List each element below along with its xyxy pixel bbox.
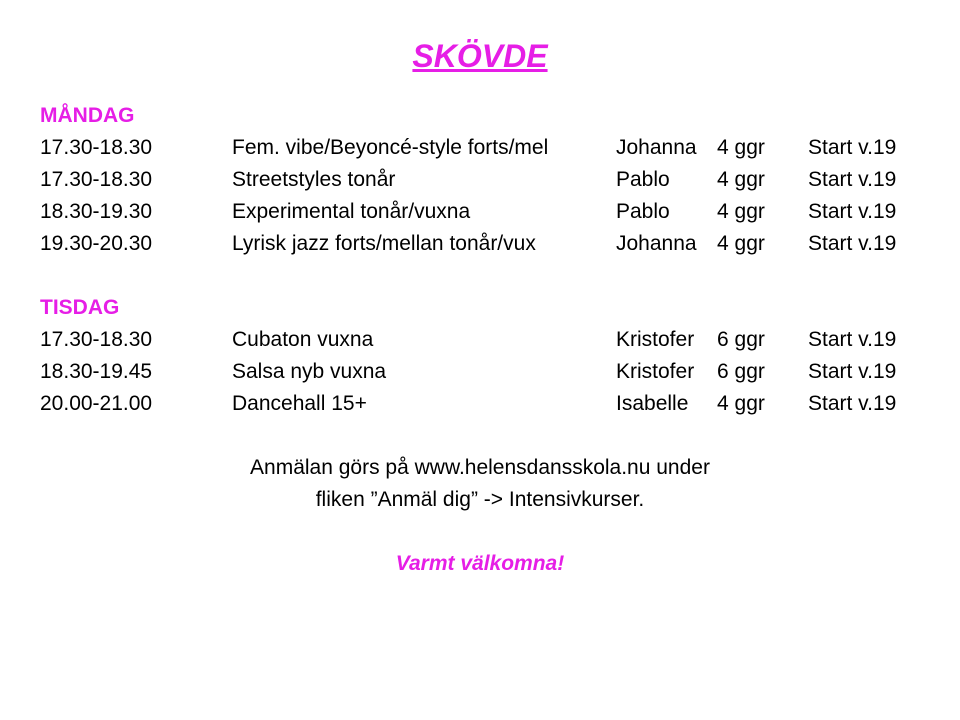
class-start: Start v.19 — [808, 232, 897, 255]
welcome-text: Varmt välkomna! — [395, 552, 565, 575]
class-start: Start v.19 — [808, 392, 897, 415]
schedule-row — [40, 388, 920, 420]
class-time: 18.30-19.30 — [40, 200, 153, 223]
class-teacher: Johanna — [616, 232, 697, 255]
class-time: 20.00-21.00 — [40, 392, 153, 415]
class-time: 19.30-20.30 — [40, 232, 153, 255]
class-sessions: 4 ggr — [717, 200, 765, 223]
class-sessions: 6 ggr — [717, 360, 765, 383]
spacer — [40, 260, 920, 292]
class-time: 17.30-18.30 — [40, 168, 153, 191]
class-name: Streetstyles tonår — [232, 168, 396, 191]
class-time: 17.30-18.30 — [40, 328, 153, 351]
schedule-row — [40, 132, 920, 164]
class-time: 17.30-18.30 — [40, 136, 153, 159]
class-teacher: Pablo — [616, 200, 670, 223]
class-teacher: Kristofer — [616, 328, 695, 351]
class-time: 18.30-19.45 — [40, 360, 153, 383]
class-sessions: 4 ggr — [717, 136, 765, 159]
schedule — [40, 100, 920, 420]
class-start: Start v.19 — [808, 328, 897, 351]
schedule-row — [40, 356, 920, 388]
class-teacher: Isabelle — [616, 392, 689, 415]
class-start: Start v.19 — [808, 360, 897, 383]
class-start: Start v.19 — [808, 200, 897, 223]
class-sessions: 4 ggr — [717, 168, 765, 191]
class-sessions: 4 ggr — [717, 392, 765, 415]
page-title: SKÖVDE — [412, 38, 548, 74]
schedule-row — [40, 228, 920, 260]
class-sessions: 6 ggr — [717, 328, 765, 351]
day-heading-monday: MÅNDAG — [40, 104, 135, 127]
class-name: Experimental tonår/vuxna — [232, 200, 471, 223]
class-start: Start v.19 — [808, 136, 897, 159]
class-teacher: Kristofer — [616, 360, 695, 383]
schedule-row — [40, 324, 920, 356]
class-name: Fem. vibe/Beyoncé-style forts/mel — [232, 136, 549, 159]
class-teacher: Johanna — [616, 136, 697, 159]
class-start: Start v.19 — [808, 168, 897, 191]
schedule-row — [40, 196, 920, 228]
class-name: Lyrisk jazz forts/mellan tonår/vux — [232, 232, 536, 255]
registration-line-2: fliken ”Anmäl dig” -> Intensivkurser. — [315, 488, 645, 511]
registration-line-1: Anmälan görs på www.helensdansskola.nu under — [250, 456, 710, 479]
class-name: Dancehall 15+ — [232, 392, 367, 415]
day-heading-tuesday: TISDAG — [40, 296, 120, 319]
class-name: Salsa nyb vuxna — [232, 360, 387, 383]
class-sessions: 4 ggr — [717, 232, 765, 255]
class-name: Cubaton vuxna — [232, 328, 374, 351]
registration-info — [0, 452, 960, 516]
class-teacher: Pablo — [616, 168, 670, 191]
schedule-row — [40, 164, 920, 196]
